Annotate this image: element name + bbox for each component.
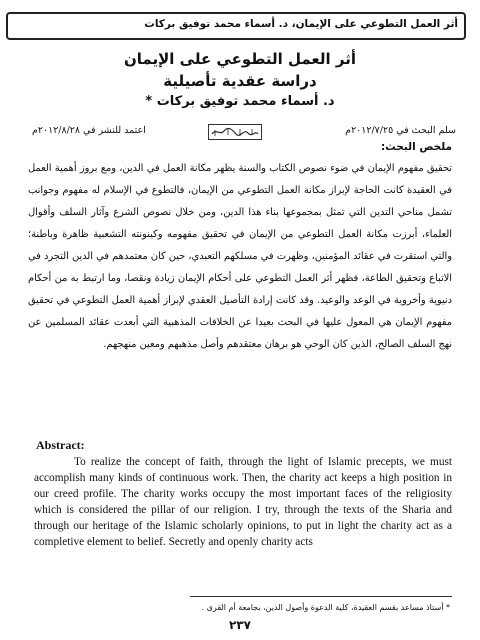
abstract-text: To realize the concept of faith, through the light of Islamic precepts, we must accomplish many kinds of continuous work. Then, the charity act keeps a high position in our creed profile. The charity works occupy the most important faces of the religiosity which is considered the pillar of our religion. I try, through the texts of the Sharia and through our heritage of the Islamic scholarly opinions, to put in light the charity act as a completive element to belief. Secretly and openly charity acts bbox=[34, 456, 452, 548]
received-date: سلم البحث في ٢٠١٢/٧/٢٥م bbox=[345, 125, 456, 136]
abstract-heading: Abstract: bbox=[36, 438, 85, 452]
paper-title: أثر العمل التطوعي على الإيمان bbox=[124, 50, 356, 68]
summary-heading: ملخص البحث: bbox=[380, 141, 452, 153]
page-number: ٢٣٧ bbox=[229, 618, 251, 632]
basmala-calligraphy-icon bbox=[208, 124, 262, 140]
footnote-divider bbox=[190, 596, 452, 597]
paper-subtitle: دراسة عقدية تأصيلية bbox=[163, 72, 317, 90]
accepted-date: اعتمد للنشر في ٢٠١٢/٨/٢٨م bbox=[32, 125, 146, 136]
author-footnote: * أستاذ مساعد بقسم العقيدة، كلية الدعوة وأصول الدين، بجامعة أم القرى . bbox=[201, 603, 450, 612]
arabic-summary: تحقيق مفهوم الإيمان في ضوء نصوص الكتاب والسنة يظهر مكانة العمل في الدين، ومع بروز أهمية العمل في العقيدة كانت الحاجة لإبراز مكانة العمل التطوعي من الإيمان، فالتطوع في الإسلام له مفهوم وجوانب تشمل مناحي التدين التي تمثل بمجموعها بناء هذا الدين، ومن خلال نصوص الشرع وآثار السلف وأقوال العلماء، أبرزت مكانة العمل التطوعي من الإيمان في تحقيق مفهومه وكينونته التشعبية ظاهرة وباطنة؛ والتي استقرت في عقائد المؤمنين، وظهرت في مسلكهم التعبدي، حين كان معتمدهم في الدين التجرد في الاتباع وتحقيق الطاعة، فظهر أثر العمل التطوعي على أحكام الإيمان زيادة ونقصا، وما ارتبط به من أحكام دنيوية وأخروية في الوعد والوعيد. وقد كانت إرادة التأصيل العقدي لإبراز أهمية العمل التطوعي في تحقيق مفهوم الإيمان هي المعول عليها في البحث بعيدا عن الخلافات المذهبية التي أبعدت عقائد المسلمين عن نهج السلف الصالح، الذين كان الوحي هو برهان معتقدهم وأصل مذهبهم ومعين منهجهم. bbox=[28, 163, 452, 350]
author-name: د. أسماء محمد توفيق بركات * bbox=[145, 94, 335, 109]
running-header bbox=[6, 12, 466, 40]
running-title: أثر العمل التطوعي على الإيمان، د. أسماء محمد توفيق بركات bbox=[144, 18, 458, 30]
